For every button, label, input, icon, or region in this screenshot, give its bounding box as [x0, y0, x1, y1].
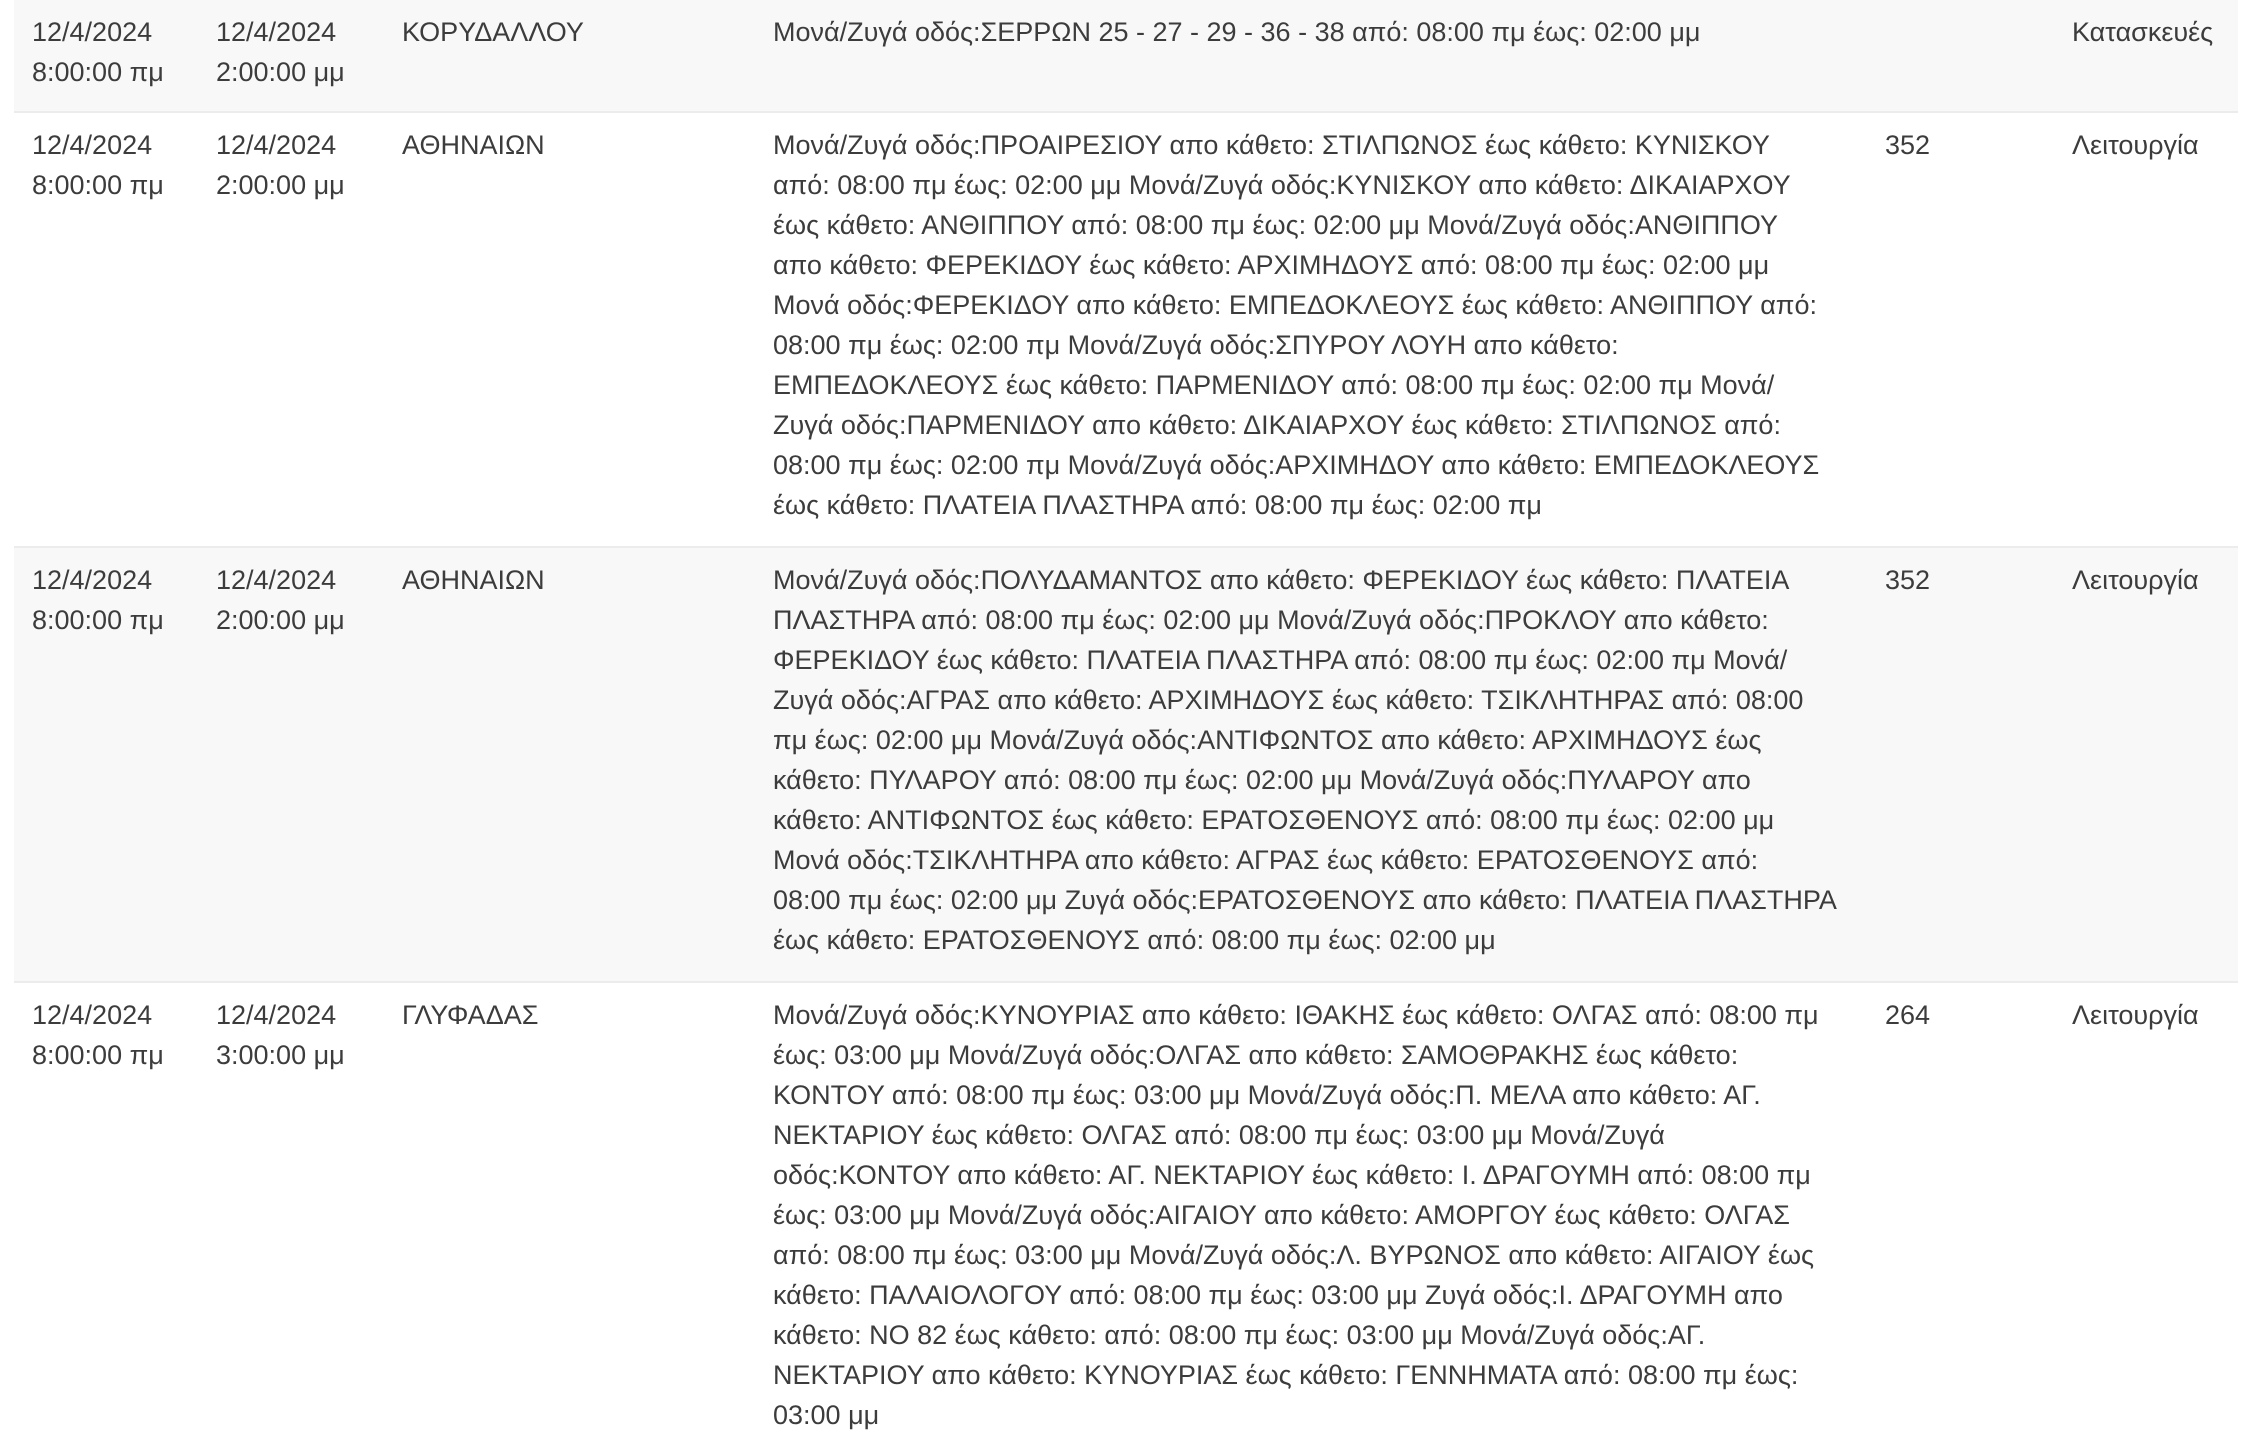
description-line: έως κάθετο: ΕΡΑΤΟΣΘΕΝΟΥΣ από: 08:00 πμ έως: 02:00 μμ: [773, 925, 1496, 955]
type-cell: Λειτουργία: [2072, 1000, 2199, 1030]
area-cell: ΓΛΥΦΑΔΑΣ: [402, 1000, 539, 1030]
end-time: 2:00:00 μμ: [216, 605, 345, 635]
description-line: 08:00 πμ έως: 02:00 μμ Ζυγά οδός:ΕΡΑΤΟΣΘΕΝΟΥΣ απο κάθετο: ΠΛΑΤΕΙΑ ΠΛΑΣΤΗΡΑ: [773, 885, 1837, 915]
description-line: ΝΕΚΤΑΡΙΟΥ απο κάθετο: ΚΥΝΟΥΡΙΑΣ έως κάθετο: ΓΕΝΝΗΜΑΤΑ από: 08:00 πμ έως:: [773, 1360, 1799, 1390]
start-time: 8:00:00 πμ: [32, 1040, 164, 1070]
description-line: απο κάθετο: ΦΕΡΕΚΙΔΟΥ έως κάθετο: ΑΡΧΙΜΗΔΟΥΣ από: 08:00 πμ έως: 02:00 μμ: [773, 250, 1770, 280]
area-cell: ΑΘΗΝΑΙΩΝ: [402, 130, 545, 160]
description-cell: [773, 560, 1873, 960]
description-line: Μονά/Ζυγά οδός:ΣΕΡΡΩΝ 25 - 27 - 29 - 36 - 38 από: 08:00 πμ έως: 02:00 μμ: [773, 17, 1701, 47]
start-date: 12/4/2024: [32, 565, 153, 595]
start-cell: [32, 12, 192, 92]
end-cell: [216, 995, 376, 1075]
start-date: 12/4/2024: [32, 130, 153, 160]
end-date: 12/4/2024: [216, 130, 337, 160]
type-cell: Κατασκευές: [2072, 17, 2214, 47]
description-line: κάθετο: ΝΟ 82 έως κάθετο: από: 08:00 πμ έως: 03:00 μμ Μονά/Ζυγά οδός:ΑΓ.: [773, 1320, 1706, 1350]
description-line: από: 08:00 πμ έως: 03:00 μμ Μονά/Ζυγά οδός:Λ. ΒΥΡΩΝΟΣ απο κάθετο: ΑΙΓΑΙΟΥ έως: [773, 1240, 1815, 1270]
start-time: 8:00:00 πμ: [32, 605, 164, 635]
description-line: έως: 03:00 μμ Μονά/Ζυγά οδός:ΑΙΓΑΙΟΥ απο κάθετο: ΑΜΟΡΓΟΥ έως κάθετο: ΟΛΓΑΣ: [773, 1200, 1790, 1230]
description-line: οδός:ΚΟΝΤΟΥ απο κάθετο: ΑΓ. ΝΕΚΤΑΡΙΟΥ έως κάθετο: Ι. ΔΡΑΓΟΥΜΗ από: 08:00 πμ: [773, 1160, 1811, 1190]
number-cell: 352: [1885, 130, 1931, 160]
end-cell: [216, 125, 376, 205]
description-line: ΕΜΠΕΔΟΚΛΕΟΥΣ έως κάθετο: ΠΑΡΜΕΝΙΔΟΥ από: 08:00 πμ έως: 02:00 πμ Μονά/: [773, 370, 1775, 400]
end-date: 12/4/2024: [216, 17, 337, 47]
start-date: 12/4/2024: [32, 17, 153, 47]
description-line: έως: 03:00 μμ Μονά/Ζυγά οδός:ΟΛΓΑΣ απο κάθετο: ΣΑΜΟΘΡΑΚΗΣ έως κάθετο:: [773, 1040, 1739, 1070]
description-line: 03:00 μμ: [773, 1400, 880, 1430]
description-line: ΝΕΚΤΑΡΙΟΥ έως κάθετο: ΟΛΓΑΣ από: 08:00 πμ έως: 03:00 μμ Μονά/Ζυγά: [773, 1120, 1665, 1150]
description-line: ΠΛΑΣΤΗΡΑ από: 08:00 πμ έως: 02:00 μμ Μονά/Ζυγά οδός:ΠΡΟΚΛΟΥ απο κάθετο:: [773, 605, 1769, 635]
description-line: Μονά/Ζυγά οδός:ΠΟΛΥΔΑΜΑΝΤΟΣ απο κάθετο: ΦΕΡΕΚΙΔΟΥ έως κάθετο: ΠΛΑΤΕΙΑ: [773, 565, 1790, 595]
area-cell: ΑΘΗΝΑΙΩΝ: [402, 565, 545, 595]
table-row: [14, 0, 2238, 113]
description-cell: [773, 995, 1873, 1435]
start-time: 8:00:00 πμ: [32, 57, 164, 87]
description-line: 08:00 πμ έως: 02:00 πμ Μονά/Ζυγά οδός:ΑΡΧΙΜΗΔΟΥ απο κάθετο: ΕΜΠΕΔΟΚΛΕΟΥΣ: [773, 450, 1820, 480]
description-line: Μονά/Ζυγά οδός:ΠΡΟΑΙΡΕΣΙΟΥ απο κάθετο: ΣΤΙΛΠΩΝΟΣ έως κάθετο: ΚΥΝΙΣΚΟΥ: [773, 130, 1770, 160]
description-line: Μονά οδός:ΦΕΡΕΚΙΔΟΥ απο κάθετο: ΕΜΠΕΔΟΚΛΕΟΥΣ έως κάθετο: ΑΝΘΙΠΠΟΥ από:: [773, 290, 1817, 320]
description-cell: [773, 12, 1873, 52]
description-line: κάθετο: ΠΑΛΑΙΟΛΟΓΟΥ από: 08:00 πμ έως: 03:00 μμ Ζυγά οδός:Ι. ΔΡΑΓΟΥΜΗ απο: [773, 1280, 1783, 1310]
start-cell: [32, 125, 192, 205]
description-line: από: 08:00 πμ έως: 02:00 μμ Μονά/Ζυγά οδός:ΚΥΝΙΣΚΟΥ απο κάθετο: ΔΙΚΑΙΑΡΧΟΥ: [773, 170, 1791, 200]
area-cell: ΚΟΡΥΔΑΛΛΟΥ: [402, 17, 584, 47]
number-cell: 352: [1885, 565, 1931, 595]
table-row: [14, 548, 2238, 983]
description-line: κάθετο: ΠΥΛΑΡΟΥ από: 08:00 πμ έως: 02:00 μμ Μονά/Ζυγά οδός:ΠΥΛΑΡΟΥ απο: [773, 765, 1751, 795]
end-cell: [216, 560, 376, 640]
description-line: Ζυγά οδός:ΑΓΡΑΣ απο κάθετο: ΑΡΧΙΜΗΔΟΥΣ έως κάθετο: ΤΣΙΚΛΗΤΗΡΑΣ από: 08:00: [773, 685, 1804, 715]
description-line: 08:00 πμ έως: 02:00 πμ Μονά/Ζυγά οδός:ΣΠΥΡΟΥ ΛΟΥΗ απο κάθετο:: [773, 330, 1619, 360]
end-cell: [216, 12, 376, 92]
start-cell: [32, 560, 192, 640]
start-cell: [32, 995, 192, 1075]
description-cell: [773, 125, 1873, 525]
type-cell: Λειτουργία: [2072, 565, 2199, 595]
end-date: 12/4/2024: [216, 565, 337, 595]
outages-table: [14, 0, 2238, 1449]
description-line: ΚΟΝΤΟΥ από: 08:00 πμ έως: 03:00 μμ Μονά/Ζυγά οδός:Π. ΜΕΛΑ απο κάθετο: ΑΓ.: [773, 1080, 1761, 1110]
description-line: πμ έως: 02:00 μμ Μονά/Ζυγά οδός:ΑΝΤΙΦΩΝΤΟΣ απο κάθετο: ΑΡΧΙΜΗΔΟΥΣ έως: [773, 725, 1762, 755]
description-line: Ζυγά οδός:ΠΑΡΜΕΝΙΔΟΥ απο κάθετο: ΔΙΚΑΙΑΡΧΟΥ έως κάθετο: ΣΤΙΛΠΩΝΟΣ από:: [773, 410, 1781, 440]
start-date: 12/4/2024: [32, 1000, 153, 1030]
description-line: Μονά/Ζυγά οδός:ΚΥΝΟΥΡΙΑΣ απο κάθετο: ΙΘΑΚΗΣ έως κάθετο: ΟΛΓΑΣ από: 08:00 πμ: [773, 1000, 1819, 1030]
table-row: [14, 983, 2238, 1449]
description-line: Μονά οδός:ΤΣΙΚΛΗΤΗΡΑ απο κάθετο: ΑΓΡΑΣ έως κάθετο: ΕΡΑΤΟΣΘΕΝΟΥΣ από:: [773, 845, 1759, 875]
start-time: 8:00:00 πμ: [32, 170, 164, 200]
end-time: 2:00:00 μμ: [216, 57, 345, 87]
description-line: έως κάθετο: ΠΛΑΤΕΙΑ ΠΛΑΣΤΗΡΑ από: 08:00 πμ έως: 02:00 πμ: [773, 490, 1542, 520]
end-time: 2:00:00 μμ: [216, 170, 345, 200]
description-line: έως κάθετο: ΑΝΘΙΠΠΟΥ από: 08:00 πμ έως: 02:00 μμ Μονά/Ζυγά οδός:ΑΝΘΙΠΠΟΥ: [773, 210, 1778, 240]
number-cell: 264: [1885, 1000, 1931, 1030]
description-line: ΦΕΡΕΚΙΔΟΥ έως κάθετο: ΠΛΑΤΕΙΑ ΠΛΑΣΤΗΡΑ από: 08:00 πμ έως: 02:00 πμ Μονά/: [773, 645, 1788, 675]
end-date: 12/4/2024: [216, 1000, 337, 1030]
description-line: κάθετο: ΑΝΤΙΦΩΝΤΟΣ έως κάθετο: ΕΡΑΤΟΣΘΕΝΟΥΣ από: 08:00 πμ έως: 02:00 μμ: [773, 805, 1775, 835]
table-row: [14, 113, 2238, 548]
type-cell: Λειτουργία: [2072, 130, 2199, 160]
end-time: 3:00:00 μμ: [216, 1040, 345, 1070]
